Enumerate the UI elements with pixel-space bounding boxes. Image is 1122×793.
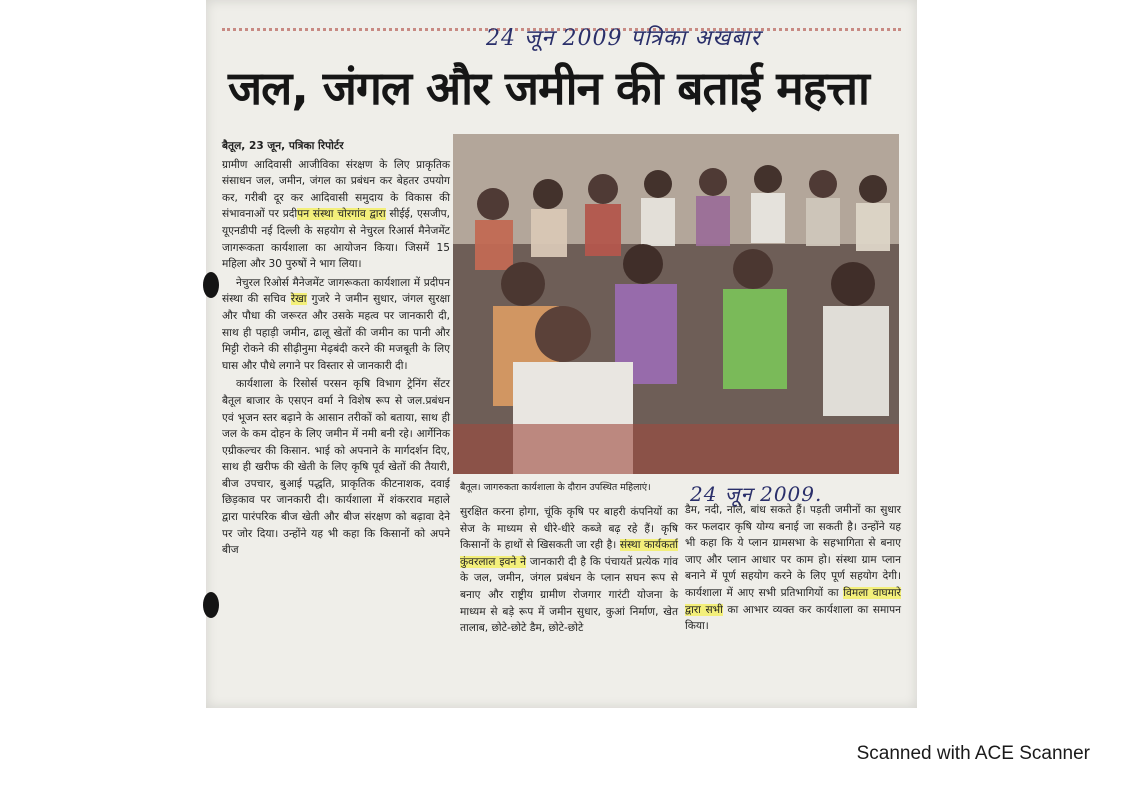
highlighted-text: विमला वाघमारे द्वारा सभी: [685, 586, 901, 616]
text: ग्रामीण आदिवासी आजीविका संरक्षण के लिए प्राकृतिक संसाधन जल, जमीन, जंगल का प्रबंधन कर बेहतर उपयोग कर, गरीबी दूर कर आदिवासी समुदाय के विकास की संभावनाओं पर प्रदी: [222, 158, 450, 221]
workshop-photo: [453, 134, 899, 474]
text: कार्यशाला के रिसोर्स परसन कृषि विभाग ट्रेनिंग सेंटर बैतूल बाजार के एसएन वर्मा ने विशेष रूप से जल.प्रबंधन एवं भूजन स्तर बढ़ाने के आसान तरीकों को बताया, साथ ही जल के कम दोहन के लिए जमीन में नमी बनी रहे। आर्गेनिक एग्रीकल्चर की किसान. भाई को अपनाने के मार्गदर्शन दिए, साथ ही खरीफ की खेती के लिए कृषि पूर्व खेतों की तैयारी, बीज उपचार, बुआई पद्धति, प्राकृतिक कीटनाशक, दवाई छिड़काव पर जानकारी दी। कार्यशाला में शंकरराव महाले द्वारा पारंपरिक बीज खेती और बीज संरक्षण को बढ़ावा देने पर जोर दिया। उन्होंने यह भी कहा कि किसानों को अपने बीज: [222, 378, 450, 557]
paragraph: [685, 502, 901, 635]
text: जानकारी दी है कि पंचायतें प्रत्येक गांव के जल, जमीन, जंगल प्रबंधन के प्लान सघन रूप से बनाए और राष्ट्रीय ग्रामीण रोजगार गारंटी योजना के माध्यम से बड़े रूप में जमीन सुधार, कुआं निर्माण, खेत तालाब, छोटे-छोटे डैम, छोटे-छोटे: [460, 555, 678, 635]
highlighted-text: रेखा: [290, 293, 307, 306]
text: गुजरे ने जमीन सुधार, जंगल सुरक्षा और पौधा की जरूरत और उसके महत्व पर जानकारी दी, साथ ही पहाड़ी जमीन, ढालू खेतों की जमीन का पानी और मिट्टी रोकने की सीढ़ीनुमा मेढ़बंदी करने की मजबूती के लिए घास और पौधे लगाने पर विस्तार से जानकारी दी।: [222, 293, 450, 372]
article-column-3: [685, 502, 901, 637]
paragraph: [222, 376, 450, 559]
byline: बैतूल, 23 जून, पत्रिका रिपोर्टर: [222, 140, 344, 152]
handwritten-note: 24 जून 2009 पत्रिका अखबार: [486, 26, 761, 51]
text: का आभार व्यक्त कर कार्यशाला का समापन किया।: [685, 603, 901, 633]
paragraph: [222, 157, 450, 273]
highlighted-text: पन संस्था चोरगांव द्वारा: [297, 208, 386, 221]
paragraph: [460, 504, 678, 637]
paragraph: [222, 275, 450, 375]
punch-hole: [203, 272, 219, 298]
text: सुरक्षित करना होगा, चूंकि कृषि पर बाहरी कंपनियों का सेज के माध्यम से धीरे-धीरे कब्जे बढ़ रहे हैं। कृषि किसानों के हाथों से खिसकती जा रही है।: [460, 506, 678, 552]
highlighted-text: संस्था कार्यकर्ता कुंवरलाल इवने ने: [460, 539, 678, 568]
article-column-1: [222, 138, 450, 561]
punch-hole: [203, 592, 219, 618]
text: सीईई, एसजीप, यूएनडीपी नई दिल्ली के सहयोग से नेचुरल रिआर्स मैनेजमेंट जागरूकता कार्यशाला का आयोजन किया। जिसमें 15 महिला और 30 पुरुषों ने भाग लिया।: [222, 208, 450, 271]
headline: जल, जंगल और जमीन की बताई महत्ता: [228, 61, 869, 115]
handwritten-date: 24 जून 2009.: [690, 482, 823, 506]
text: डैम, नदी, नाले, बांध सकते हैं। पड़ती जमीनों का सुधार कर फलदार कृषि योग्य बनाई जा सकती है। उन्होंने यह भी कहा कि ये प्लान ग्रामसभा के सहभागिता से बनाए जाए और प्लान आधार पर काम हो। संस्था ग्राम प्लान बनाने में पूर्ण सहयोग करने के लिए पूर्ण सहयोग देगी। कार्यशाला में आए सभी प्रतिभागियों का: [685, 504, 901, 599]
text: नेचुरल रिओर्स मैनेजमेंट जागरूकता कार्यशाला में प्रदीपन संस्था की सचिव: [222, 276, 450, 306]
news-photo: [453, 134, 899, 474]
scanner-watermark: Scanned with ACE Scanner: [856, 743, 1090, 764]
photo-caption: बैतूल। जागरुकता कार्यशाला के दौरान उपस्थित महिलाएं।: [460, 482, 651, 493]
article-column-2: [460, 504, 678, 639]
newspaper-clipping: [206, 0, 917, 708]
